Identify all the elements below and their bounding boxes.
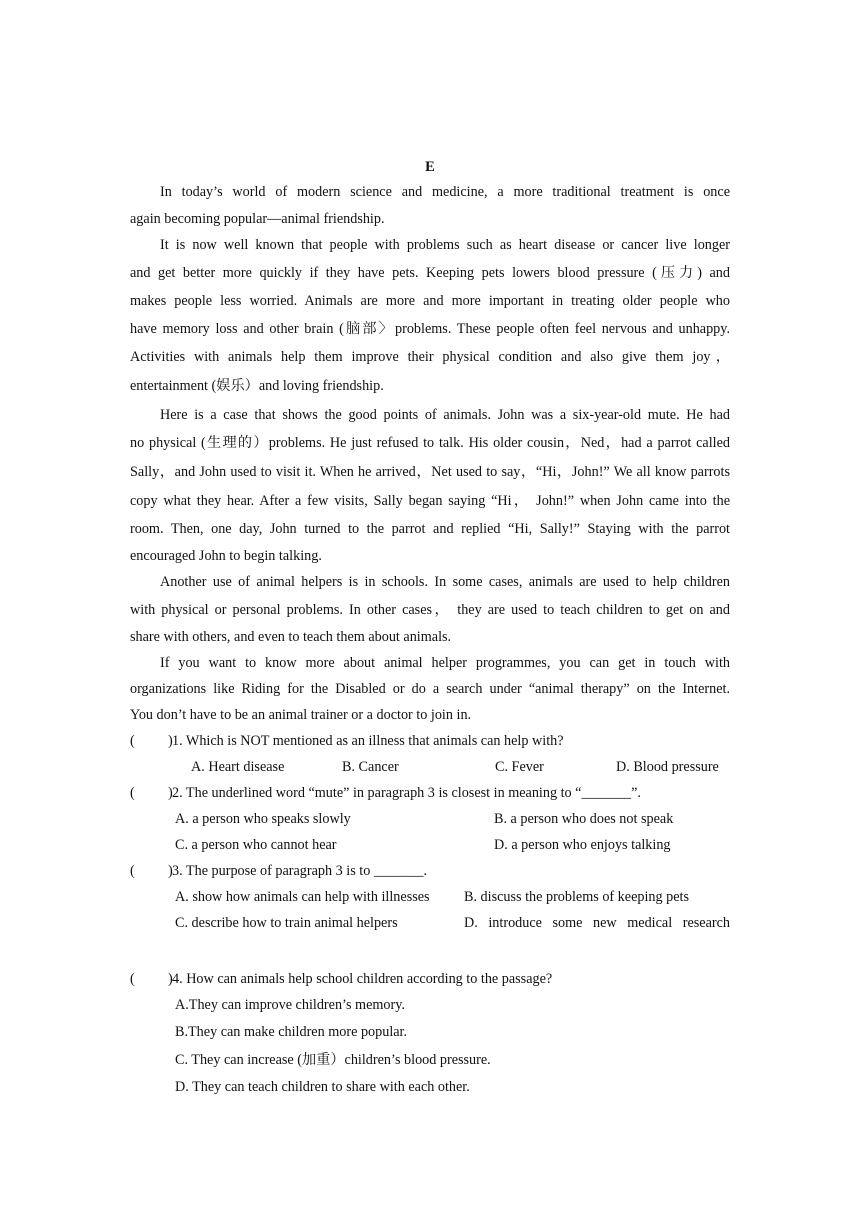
question-2	[130, 780, 730, 858]
text-line: share with others, and even to teach them about animals.	[130, 629, 452, 645]
paragraph-5	[130, 650, 730, 728]
answer-blank-close: )	[168, 863, 173, 879]
answer-blank-close: )	[168, 785, 173, 801]
question-1	[130, 728, 730, 780]
text-line: encouraged John to begin talking.	[130, 548, 322, 564]
option-b[interactable]: B. Cancer	[342, 759, 399, 775]
question-3	[130, 858, 730, 936]
answer-blank-open[interactable]: (	[130, 785, 135, 801]
text-line: It is now well known that people with problems such as heart disease or cancer live longer	[160, 237, 730, 253]
question-4-text: 4. How can animals help school children according to the passage?	[172, 971, 553, 987]
text-line: You don’t have to be an animal trainer or a doctor to join in.	[130, 707, 472, 723]
paragraph-1	[130, 179, 730, 232]
text-line: entertainment (娱乐）and loving friendship.	[130, 378, 384, 394]
text-line: no physical (生理的）problems. He just refused to talk. His older cousin，Ned，had a parrot called	[130, 435, 730, 451]
text-line: Here is a case that shows the good points of animals. John was a six-year-old mute. He had	[160, 407, 730, 423]
option-d[interactable]: D. Blood pressure	[616, 759, 719, 775]
question-3-text: 3. The purpose of paragraph 3 is to _______.	[172, 863, 428, 879]
text-line: makes people less worried. Animals are more and more important in treating older people who	[130, 293, 730, 309]
paragraph-2	[130, 232, 730, 401]
question-3-options-row-1	[130, 884, 730, 910]
question-1-text: 1. Which is NOT mentioned as an illness that animals can help with?	[172, 733, 564, 749]
text-line: again becoming popular—animal friendship.	[130, 211, 385, 227]
question-3-options-row-2	[130, 910, 730, 936]
text-line: have memory loss and other brain (脑部〉problems. These people often feel nervous and unhappy.	[130, 321, 730, 337]
answer-blank-close: )	[168, 733, 173, 749]
option-c[interactable]: C. Fever	[495, 759, 544, 775]
option-b[interactable]: B.They can make children more popular.	[175, 1024, 408, 1040]
option-b[interactable]: B. discuss the problems of keeping pets	[464, 889, 689, 905]
text-line: room. Then, one day, John turned to the parrot and replied “Hi, Sally!” Staying with the parrot	[130, 521, 730, 537]
text-line: Activities with animals help them improve their physical condition and also give them joy，	[130, 349, 730, 365]
answer-blank-close: )	[168, 971, 173, 987]
answer-blank-open[interactable]: (	[130, 971, 135, 987]
option-a[interactable]: A. show how animals can help with illnesses	[175, 889, 430, 905]
text-line: organizations like Riding for the Disabled or do a search under “animal therapy” on the Internet.	[130, 681, 730, 697]
section-title: E	[425, 159, 435, 175]
option-b[interactable]: B. a person who does not speak	[494, 811, 674, 827]
option-a[interactable]: A.They can improve children’s memory.	[175, 997, 405, 1013]
text-line: If you want to know more about animal helper programmes, you can get in touch with	[160, 655, 730, 671]
question-2-text: 2. The underlined word “mute” in paragraph 3 is closest in meaning to “_______”.	[172, 785, 641, 801]
option-c[interactable]: C. a person who cannot hear	[175, 837, 337, 853]
text-line: and get better more quickly if they have pets. Keeping pets lowers blood pressure (压力) and	[130, 265, 730, 281]
option-a[interactable]: A. Heart disease	[191, 759, 285, 775]
text-line: copy what they hear. After a few visits, Sally began saying “Hi， John!” when John came into the	[130, 493, 730, 509]
answer-blank-open[interactable]: (	[130, 863, 135, 879]
text-line: with physical or personal problems. In other cases， they are used to teach children to get on and	[130, 602, 730, 618]
text-line: In today’s world of modern science and medicine, a more traditional treatment is once	[160, 184, 730, 200]
question-4	[130, 966, 730, 1100]
paragraph-3	[130, 401, 730, 569]
option-a[interactable]: A. a person who speaks slowly	[175, 811, 351, 827]
question-2-options-row-1	[130, 806, 730, 832]
document-page	[130, 156, 730, 1100]
option-c[interactable]: C. They can increase (加重）children’s blood pressure.	[175, 1052, 491, 1068]
option-d[interactable]: D. They can teach children to share with each other.	[175, 1079, 470, 1095]
option-d[interactable]: D. introduce some new medical research	[464, 915, 730, 931]
option-c[interactable]: C. describe how to train animal helpers	[175, 915, 398, 931]
question-1-options	[130, 754, 730, 780]
text-line: Sally，and John used to visit it. When he arrived，Net used to say，“Hi，John!” We all know parrots	[130, 464, 730, 480]
question-2-options-row-2	[130, 832, 730, 858]
option-d[interactable]: D. a person who enjoys talking	[494, 837, 671, 853]
text-line: Another use of animal helpers is in schools. In some cases, animals are used to help children	[160, 574, 730, 590]
answer-blank-open[interactable]: (	[130, 733, 135, 749]
paragraph-4	[130, 569, 730, 650]
